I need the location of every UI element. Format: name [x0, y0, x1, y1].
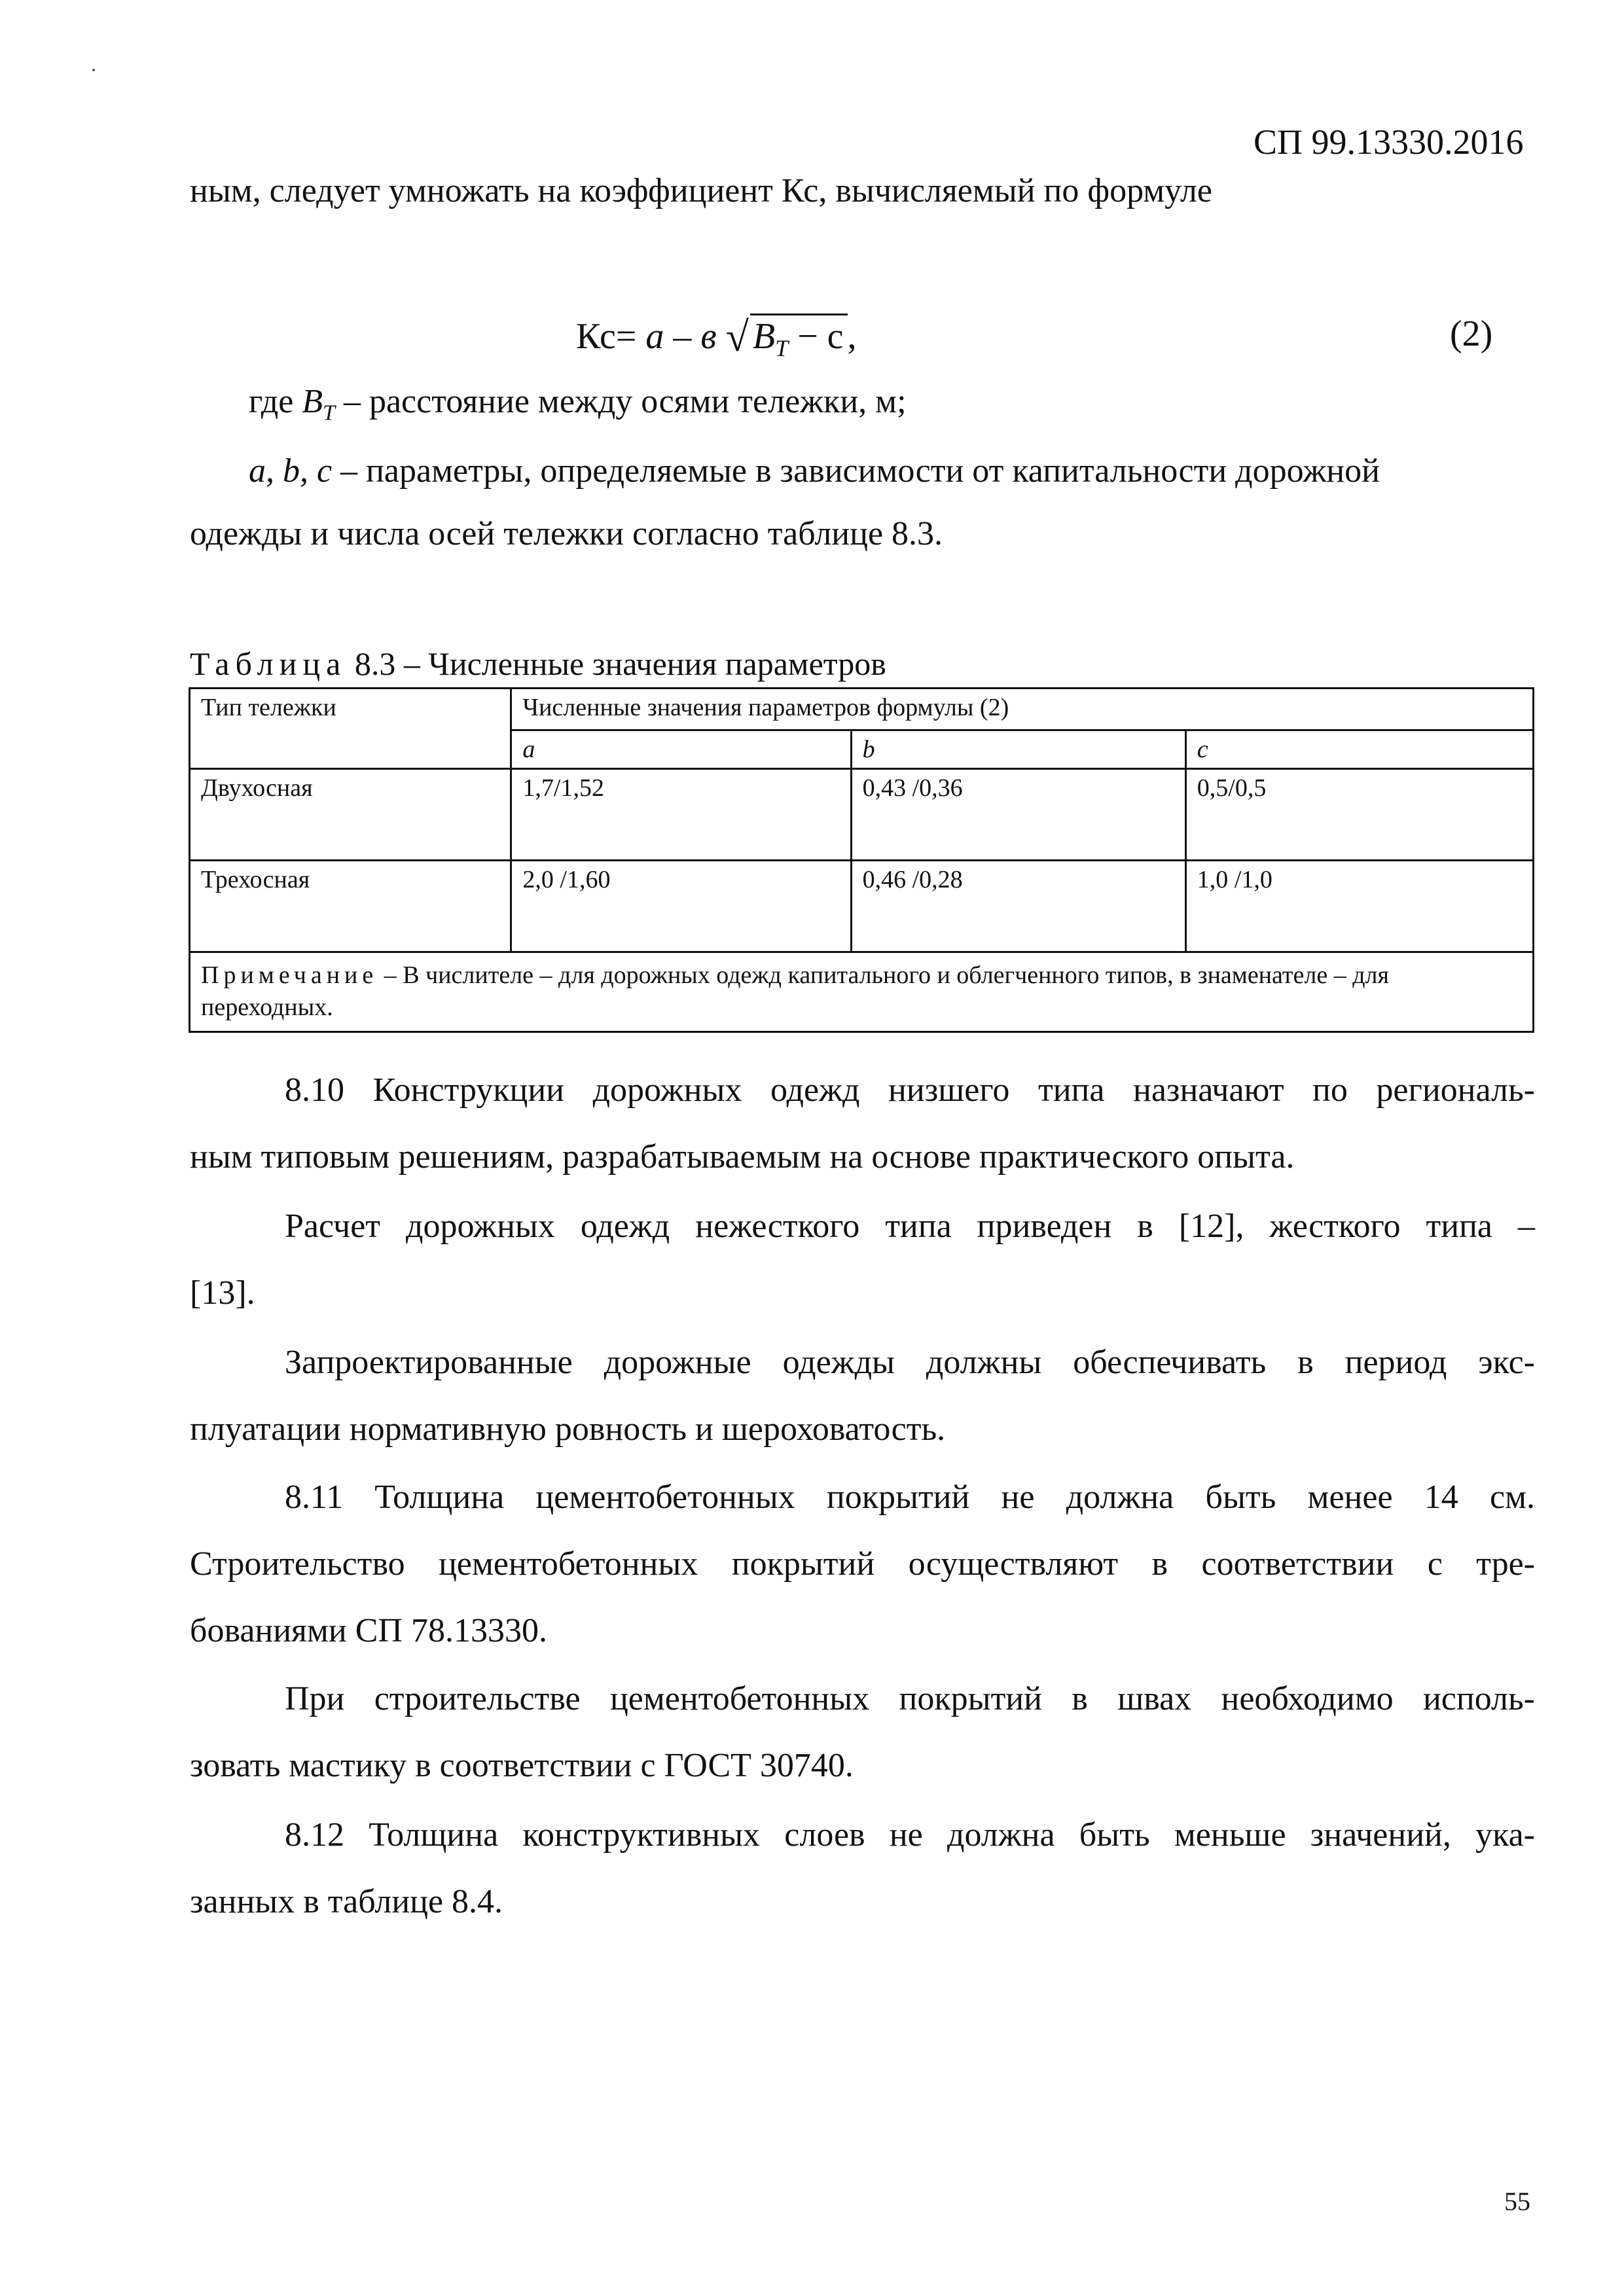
- p811-line-1: 8.11 Толщина цементобетонных покрытий не должна быть менее 14 см.: [285, 1479, 1535, 1516]
- cell-b: 0,46 /0,28: [851, 861, 1185, 952]
- table-row: [190, 861, 1534, 952]
- where-desc-1: – расстояние между осями тележки, м;: [343, 383, 907, 420]
- sqrt-sign-icon: √: [725, 314, 749, 360]
- where-line-2: [249, 454, 1380, 488]
- note-text: – В числителе – для дорожных одежд капитального и облегченного типов, в знаменателе – для переходных.: [201, 961, 1389, 1022]
- p810-line-2: ным типовым решениям, разрабатываемым на основе практического опыта.: [190, 1138, 1295, 1175]
- p811-line-2: Строительство цементобетонных покрытий осуществляют в соответствии с тре-: [190, 1545, 1535, 1583]
- subheader-b: b: [851, 730, 1185, 769]
- page-number: 55: [1504, 2187, 1530, 2216]
- p812-line-1: 8.12 Толщина конструктивных слоев не должна быть меньше значений, ука-: [285, 1816, 1535, 1854]
- radicand-rest: − с: [797, 316, 844, 357]
- calc-line-1: Расчет дорожных одежд нежесткого типа приведен в [12], жесткого типа –: [285, 1208, 1535, 1245]
- sqrt-expression: [726, 313, 848, 362]
- where-vars-abc: a, b, c: [249, 452, 333, 490]
- subheader-a: a: [511, 730, 851, 769]
- cell-a: 1,7/1,52: [511, 769, 851, 861]
- formula-eq: =: [615, 316, 637, 357]
- table-note: [190, 952, 1534, 1032]
- table-row: [190, 769, 1534, 861]
- formula-number: (2): [1450, 314, 1493, 354]
- design-line-2: плуатации нормативную ровность и шероховатость.: [190, 1410, 946, 1448]
- radicand-var: B: [752, 316, 776, 357]
- cell-b: 0,43 /0,36: [851, 769, 1185, 861]
- formula-2: [576, 313, 857, 362]
- cell-c: 1,0 /1,0: [1185, 861, 1533, 952]
- group-header: Численные значения параметров формулы (2): [511, 689, 1534, 730]
- calc-line-2: [13].: [190, 1274, 255, 1312]
- parameters-table: [189, 687, 1534, 1033]
- p811-line-3: бованиями СП 78.13330.: [190, 1612, 547, 1649]
- where-var-bt: B: [302, 383, 323, 420]
- cell-type: Двухосная: [190, 769, 511, 861]
- cell-type: Трехосная: [190, 861, 511, 952]
- joints-line-1: При строительстве цементобетонных покрытий в швах необходимо исполь-: [285, 1680, 1535, 1717]
- table-caption-label: Таблица: [190, 645, 347, 682]
- radicand-sub: T: [775, 335, 789, 362]
- cell-a: 2,0 /1,60: [511, 861, 851, 952]
- col-header-type: Тип тележки: [190, 689, 511, 769]
- document-code: СП 99.13330.2016: [1254, 122, 1524, 162]
- scan-speck: [92, 69, 95, 71]
- p812-line-2: занных в таблице 8.4.: [190, 1883, 503, 1920]
- formula-minus: –: [673, 316, 692, 357]
- formula-b: в: [700, 316, 717, 357]
- formula-lhs: Кс: [576, 316, 616, 357]
- joints-line-2: зовать мастику в соответствии с ГОСТ 30740.: [190, 1747, 854, 1784]
- p810-line-1: 8.10 Конструкции дорожных одежд низшего типа назначают по региональ-: [285, 1071, 1535, 1109]
- where-desc-2: – параметры, определяемые в зависимости от капитальности дорожной: [340, 452, 1380, 490]
- formula-a: а: [645, 316, 664, 357]
- cell-c: 0,5/0,5: [1185, 769, 1533, 861]
- table-caption: [190, 645, 886, 683]
- where-line-1: [249, 385, 907, 424]
- design-line-1: Запроектированные дорожные одежды должны обеспечивать в период экс-: [285, 1344, 1535, 1381]
- intro-line: ным, следует умножать на коэффициент Кс, вычисляемый по формуле: [190, 172, 1212, 209]
- note-label: Примечание: [201, 961, 378, 989]
- subheader-c: c: [1185, 730, 1533, 769]
- formula-tail: ,: [847, 316, 857, 357]
- table-header-row: [190, 689, 1534, 730]
- table-note-row: [190, 952, 1534, 1032]
- where-var-bt-sub: T: [323, 401, 335, 425]
- where-line-3: одежды и числа осей тележки согласно таблице 8.3.: [190, 515, 943, 552]
- table-caption-text: 8.3 – Численные значения параметров: [354, 645, 886, 682]
- where-prefix: где: [249, 383, 294, 420]
- sqrt-radicand: [750, 314, 848, 362]
